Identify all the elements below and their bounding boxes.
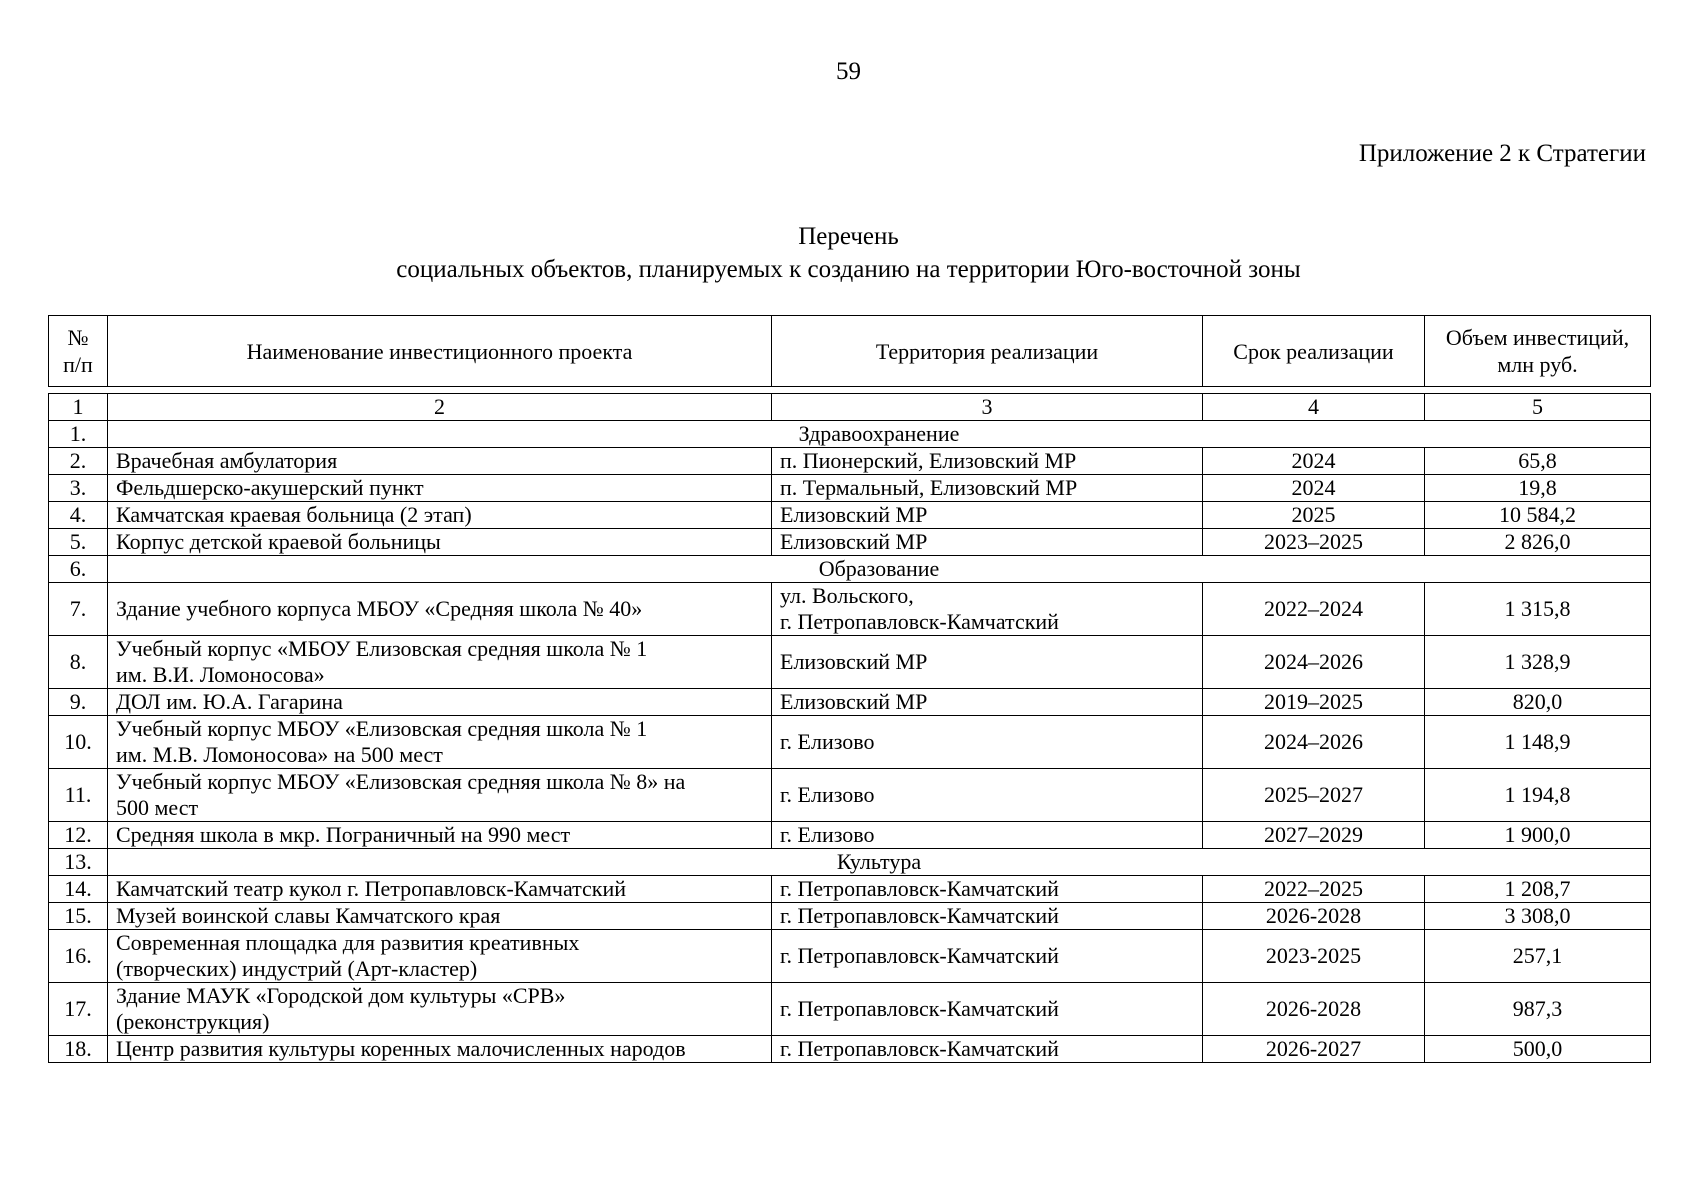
table-row [49,876,1651,903]
investment: 1 148,9 [1425,716,1651,769]
header-project-name: Наименование инвестиционного проекта [108,316,772,387]
term: 2019–2025 [1203,689,1425,716]
project-name: Центр развития культуры коренных малочисленных народов [108,1036,772,1063]
column-number: 1 [49,394,108,421]
column-number-row [49,394,1651,421]
investment: 500,0 [1425,1036,1651,1063]
territory: Елизовский МР [772,502,1203,529]
table-row [49,636,1651,689]
investment: 1 208,7 [1425,876,1651,903]
term: 2025–2027 [1203,769,1425,822]
project-name: Современная площадка для развития креативных (творческих) индустрий (Арт-кластер) [108,930,772,983]
territory: Елизовский МР [772,529,1203,556]
project-name: ДОЛ им. Ю.А. Гагарина [108,689,772,716]
header-territory: Территория реализации [772,316,1203,387]
column-number: 4 [1203,394,1425,421]
territory: г. Петропавловск-Камчатский [772,876,1203,903]
term: 2024 [1203,448,1425,475]
row-number: 12. [49,822,108,849]
term: 2024 [1203,475,1425,502]
territory: ул. Вольского, г. Петропавловск-Камчатский [772,583,1203,636]
investment: 1 328,9 [1425,636,1651,689]
page-number: 59 [836,58,861,85]
table-row [49,822,1651,849]
project-name: Здание учебного корпуса МБОУ «Средняя школа № 40» [108,583,772,636]
section-title: Образование [108,556,1651,583]
row-number: 17. [49,983,108,1036]
section-title: Культура [108,849,1651,876]
table-row [49,529,1651,556]
territory: Елизовский МР [772,636,1203,689]
table-row [49,448,1651,475]
project-name: Здание МАУК «Городской дом культуры «СРВ» (реконструкция) [108,983,772,1036]
section-row [49,556,1651,583]
section-title: Здравоохранение [108,421,1651,448]
investment: 1 194,8 [1425,769,1651,822]
row-number: 13. [49,849,108,876]
term: 2022–2025 [1203,876,1425,903]
header-number: № п/п [49,316,108,387]
section-row [49,421,1651,448]
header-term: Срок реализации [1203,316,1425,387]
appendix-label: Приложение 2 к Стратегии [1358,140,1646,167]
investment: 3 308,0 [1425,903,1651,930]
territory: г. Петропавловск-Камчатский [772,1036,1203,1063]
term: 2024–2026 [1203,636,1425,689]
table-row [49,1036,1651,1063]
territory: г. Петропавловск-Камчатский [772,903,1203,930]
column-number: 3 [772,394,1203,421]
term: 2023–2025 [1203,529,1425,556]
project-name: Камчатская краевая больница (2 этап) [108,502,772,529]
project-name: Фельдшерско-акушерский пункт [108,475,772,502]
territory: г. Петропавловск-Камчатский [772,983,1203,1036]
title-line-1: Перечень [798,223,899,250]
investment: 65,8 [1425,448,1651,475]
table-row [49,769,1651,822]
table-row [49,716,1651,769]
row-number: 14. [49,876,108,903]
investment: 19,8 [1425,475,1651,502]
row-number: 10. [49,716,108,769]
investment: 987,3 [1425,983,1651,1036]
investment: 10 584,2 [1425,502,1651,529]
project-name: Учебный корпус «МБОУ Елизовская средняя школа № 1 им. В.И. Ломоносова» [108,636,772,689]
investment: 1 900,0 [1425,822,1651,849]
term: 2027–2029 [1203,822,1425,849]
territory: п. Термальный, Елизовский МР [772,475,1203,502]
project-name: Учебный корпус МБОУ «Елизовская средняя школа № 1 им. М.В. Ломоносова» на 500 мест [108,716,772,769]
table-row [49,983,1651,1036]
document-title [0,220,1697,286]
term: 2023-2025 [1203,930,1425,983]
row-number: 5. [49,529,108,556]
row-number: 15. [49,903,108,930]
section-row [49,849,1651,876]
column-number: 5 [1425,394,1651,421]
row-number: 2. [49,448,108,475]
term: 2025 [1203,502,1425,529]
investment: 820,0 [1425,689,1651,716]
term: 2026-2028 [1203,903,1425,930]
row-number: 16. [49,930,108,983]
row-number: 4. [49,502,108,529]
territory: п. Пионерский, Елизовский МР [772,448,1203,475]
row-number: 6. [49,556,108,583]
investment: 2 826,0 [1425,529,1651,556]
project-name: Музей воинской славы Камчатского края [108,903,772,930]
table-row [49,502,1651,529]
row-number: 18. [49,1036,108,1063]
table-row [49,930,1651,983]
title-line-2: социальных объектов, планируемых к созданию на территории Юго-восточной зоны [396,256,1301,283]
row-number: 11. [49,769,108,822]
row-number: 3. [49,475,108,502]
header-row [49,316,1651,387]
term: 2022–2024 [1203,583,1425,636]
header-investment: Объем инвестиций, млн руб. [1425,316,1651,387]
objects-table-body [49,394,1651,1063]
table-row [49,475,1651,502]
term: 2026-2027 [1203,1036,1425,1063]
project-name: Средняя школа в мкр. Пограничный на 990 мест [108,822,772,849]
term: 2024–2026 [1203,716,1425,769]
project-name: Врачебная амбулатория [108,448,772,475]
objects-table [48,393,1651,1063]
investment: 1 315,8 [1425,583,1651,636]
row-number: 7. [49,583,108,636]
table-row [49,689,1651,716]
column-number: 2 [108,394,772,421]
table-row [49,583,1651,636]
territory: г. Елизово [772,769,1203,822]
term: 2026-2028 [1203,983,1425,1036]
project-name: Учебный корпус МБОУ «Елизовская средняя школа № 8» на 500 мест [108,769,772,822]
territory: г. Елизово [772,716,1203,769]
table-row [49,903,1651,930]
project-name: Камчатский театр кукол г. Петропавловск-Камчатский [108,876,772,903]
header-table [48,315,1651,387]
territory: г. Елизово [772,822,1203,849]
project-name: Корпус детской краевой больницы [108,529,772,556]
row-number: 8. [49,636,108,689]
row-number: 1. [49,421,108,448]
territory: г. Петропавловск-Камчатский [772,930,1203,983]
investment: 257,1 [1425,930,1651,983]
row-number: 9. [49,689,108,716]
territory: Елизовский МР [772,689,1203,716]
